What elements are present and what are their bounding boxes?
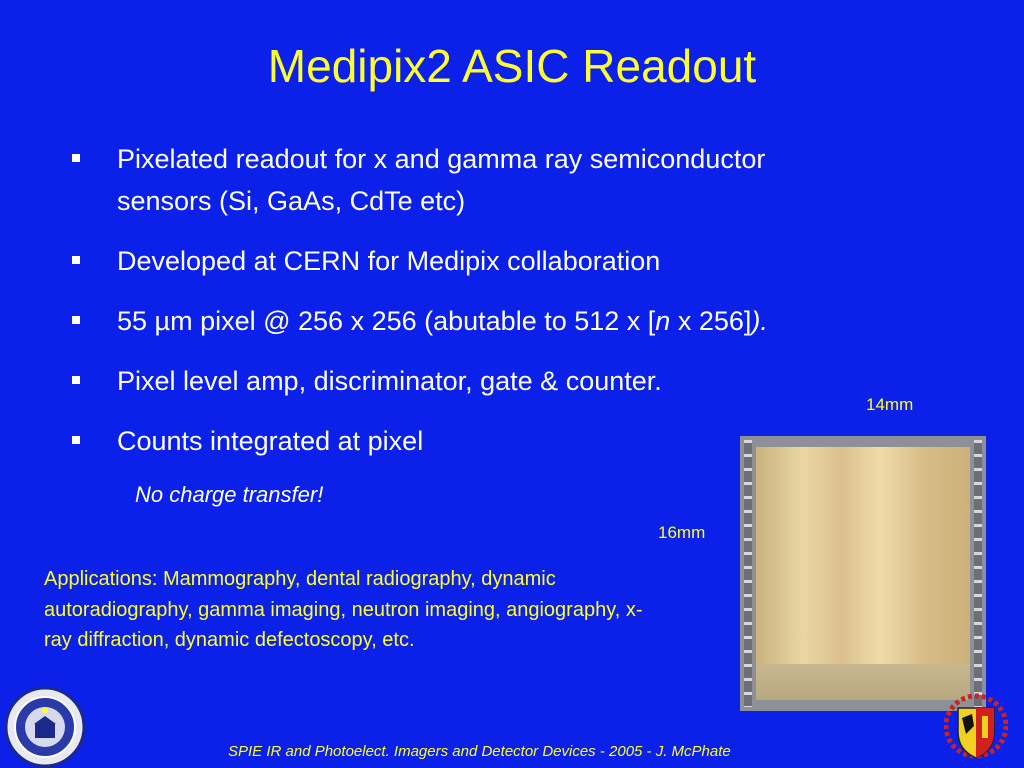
bullet-item: [66, 240, 966, 282]
bullet-italic-var: n: [655, 306, 671, 336]
bullet-item: [66, 360, 966, 402]
bullet-marker: [72, 154, 80, 162]
bullet-text: Pixel level amp, discriminator, gate & counter.: [117, 366, 662, 396]
geneva-crest-logo: [944, 686, 1008, 766]
bullet-marker: [72, 256, 80, 264]
sub-bullet: No charge transfer!: [135, 482, 324, 507]
bullet-text: Developed at CERN for Medipix collaboration: [117, 246, 661, 276]
bullet-text-continued: sensors (Si, GaAs, CdTe etc): [117, 186, 466, 216]
bullet-item: [66, 300, 966, 342]
bullet-text-post: x 256]: [670, 306, 752, 336]
chip-periphery: [756, 664, 970, 700]
bullet-list: [66, 138, 966, 462]
chip-height-label: 16mm: [658, 523, 706, 542]
bullet-item: [66, 138, 966, 222]
chip-photo: [740, 436, 986, 711]
bullet-marker: [72, 376, 80, 384]
bullet-marker: [72, 316, 80, 324]
chip-bond-pads-left: [744, 440, 752, 707]
bullet-marker: [72, 436, 80, 444]
bullet-text-tail: ).: [751, 306, 768, 336]
applications-text: Applications: Mammography, dental radiography, dynamic autoradiography, gamma imaging, neutron imaging, angiography, x-ray diffraction, dynamic defectoscopy, etc.: [44, 568, 643, 651]
university-seal-logo: [4, 686, 86, 768]
chip-width-label: 14mm: [866, 395, 914, 414]
chip-bond-pads-right: [974, 440, 982, 707]
bullet-text: Counts integrated at pixel: [117, 426, 424, 456]
slide-title: Medipix2 ASIC Readout: [267, 40, 757, 92]
bullet-text: Pixelated readout for x and gamma ray semiconductor: [117, 144, 766, 174]
chip-die: [756, 447, 970, 700]
bullet-text: 55 µm pixel @ 256 x 256 (abutable to 512 x [: [117, 306, 656, 336]
slide-footer: SPIE IR and Photoelect. Imagers and Detector Devices - 2005 - J. McPhate: [228, 743, 731, 760]
